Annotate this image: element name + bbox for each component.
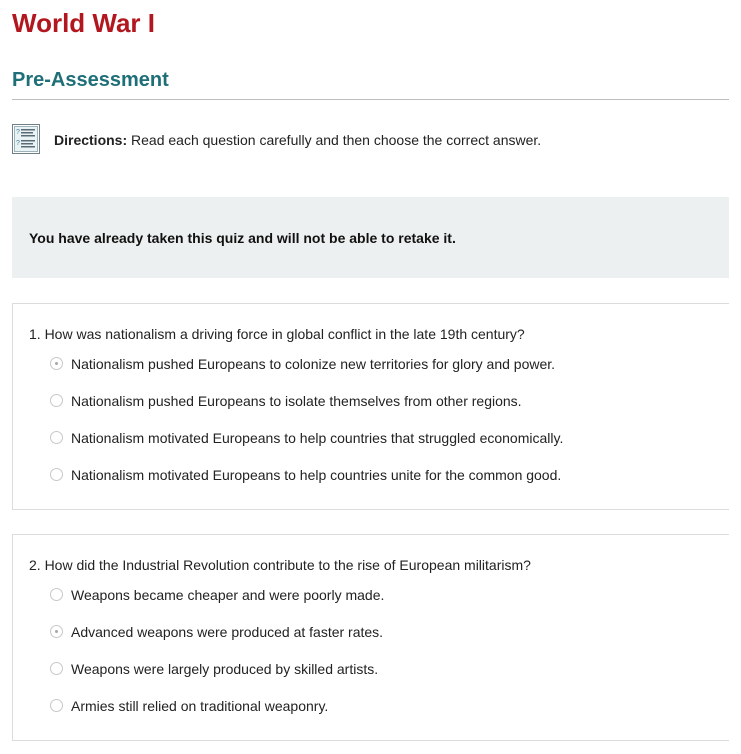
section-title: Pre-Assessment (12, 69, 169, 91)
radio-button[interactable] (50, 468, 63, 481)
retake-notice (12, 197, 729, 278)
svg-text:?: ? (16, 140, 20, 147)
radio-button[interactable] (50, 699, 63, 712)
question-card-2 (12, 534, 729, 741)
answer-option-label[interactable]: Nationalism motivated Europeans to help countries unite for the common good. (71, 467, 562, 483)
answer-option[interactable] (50, 697, 710, 717)
answer-option[interactable] (50, 392, 710, 412)
answer-option-label[interactable]: Advanced weapons were produced at faster rates. (71, 624, 384, 640)
radio-button[interactable] (50, 394, 63, 407)
answer-option[interactable] (50, 586, 710, 606)
svg-text:?: ? (16, 129, 20, 136)
radio-button[interactable] (50, 431, 63, 444)
question-text: 1. How was nationalism a driving force in global conflict in the late 19th century? (29, 326, 525, 342)
directions (12, 124, 729, 156)
answer-option[interactable] (50, 660, 710, 680)
answer-option-label[interactable]: Armies still relied on traditional weaponry. (71, 698, 329, 714)
radio-button-selected[interactable] (50, 625, 63, 638)
radio-button[interactable] (50, 588, 63, 601)
answer-option[interactable] (50, 429, 710, 449)
section-divider (12, 99, 729, 100)
page-title: World War I (12, 8, 155, 38)
retake-notice-text: You have already taken this quiz and will not be able to retake it. (29, 230, 456, 246)
answer-option-label[interactable]: Weapons became cheaper and were poorly made. (71, 587, 385, 603)
question-card-1 (12, 303, 729, 510)
directions-list-icon (12, 124, 40, 154)
radio-button[interactable] (50, 662, 63, 675)
directions-body: Read each question carefully and then choose the correct answer. (131, 132, 542, 148)
answer-option-label[interactable]: Weapons were largely produced by skilled artists. (71, 661, 379, 677)
answer-option-label[interactable]: Nationalism pushed Europeans to isolate themselves from other regions. (71, 393, 522, 409)
radio-button-selected[interactable] (50, 357, 63, 370)
answer-option-label[interactable]: Nationalism motivated Europeans to help countries that struggled economically. (71, 430, 564, 446)
directions-label: Directions: (54, 132, 128, 148)
question-text: 2. How did the Industrial Revolution contribute to the rise of European militarism? (29, 557, 531, 573)
answer-option[interactable] (50, 355, 710, 375)
answer-option[interactable] (50, 466, 710, 486)
answer-option-label[interactable]: Nationalism pushed Europeans to colonize new territories for glory and power. (71, 356, 556, 372)
directions-text (54, 132, 541, 148)
answer-option[interactable] (50, 623, 710, 643)
